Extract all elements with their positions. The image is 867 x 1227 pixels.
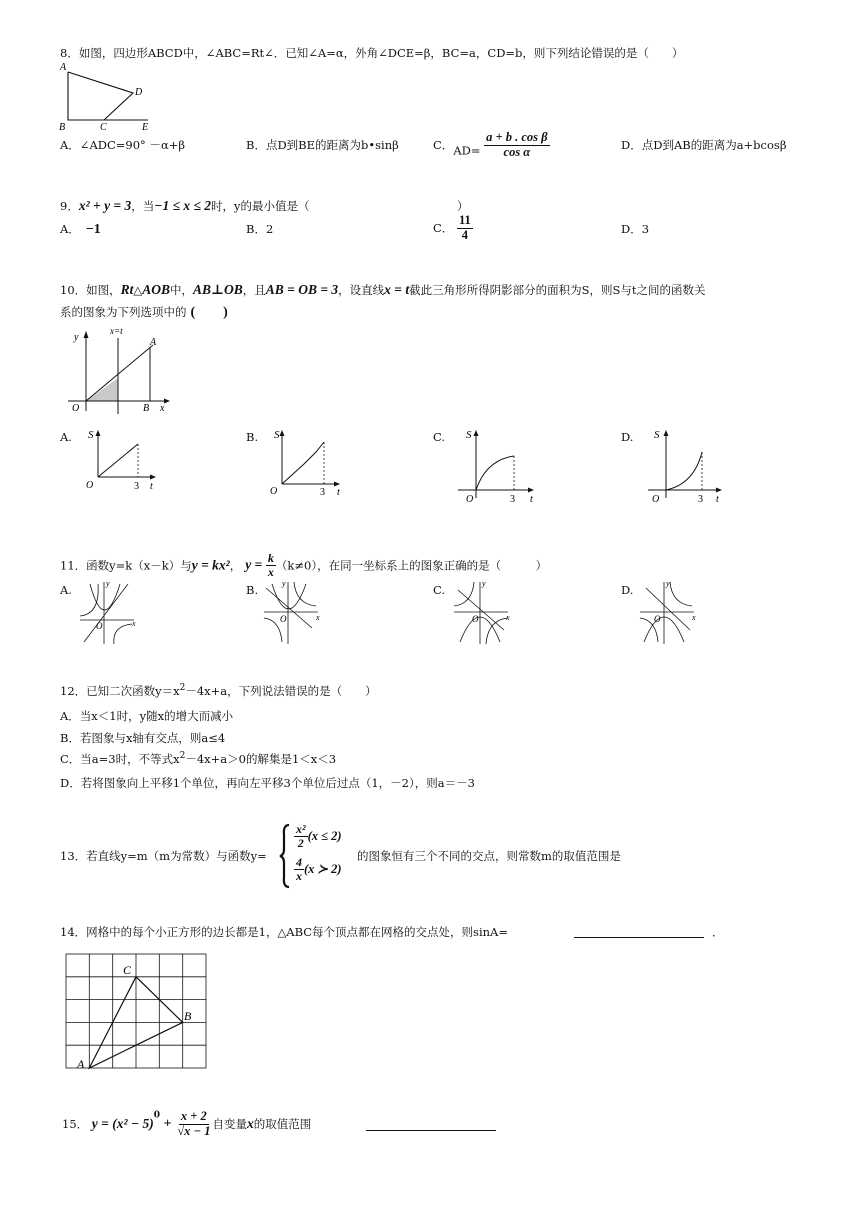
q10-graph-d-label-t: t <box>716 494 719 505</box>
q15-stem <box>62 1110 311 1139</box>
q9-stem <box>60 198 310 215</box>
q10-rest: 截此三角形所得阴影部分的面积为S，则S与t之间的函数关 <box>409 283 706 297</box>
q13-piece-2-fraction <box>294 856 304 883</box>
q15-variable: x <box>246 1115 254 1131</box>
q9-option-a[interactable] <box>60 221 101 239</box>
q10-graph-b-label-s: S <box>274 429 280 441</box>
q10-graph-b-label-t: t <box>337 487 340 498</box>
q14-label-a: A <box>77 1057 85 1071</box>
q12-option-c[interactable] <box>60 751 336 766</box>
q11-graph-b-label-x: x <box>316 613 320 622</box>
q12-option-a[interactable]: A．当x＜1时，y随x的增大而减小 <box>60 709 234 723</box>
q14-label-c: C <box>123 963 132 977</box>
q11-graph-d-label-o: O <box>654 614 661 624</box>
q10-option-c-label[interactable]: C. <box>433 430 446 444</box>
q10-graph-a-label-3: 3 <box>134 481 139 492</box>
q13-piece-2-denominator: x <box>296 869 302 884</box>
q11-graph-d-hyperbola-2 <box>670 582 692 606</box>
q11-option-b-label[interactable]: B. <box>246 583 259 597</box>
q10-graph-a-label-o: O <box>86 480 94 491</box>
q13-piece-1-denominator: 2 <box>297 836 304 851</box>
q8-option-a[interactable]: A．∠ADC=90° －α+β <box>60 138 185 152</box>
q8-label-a: A <box>60 62 67 73</box>
q10-graph-d-s-arrow <box>664 430 669 436</box>
q13-piece-1 <box>294 823 342 850</box>
q10-option-d-label[interactable]: D. <box>621 430 634 444</box>
q8-label-c: C <box>100 122 107 133</box>
q13-stem-start: 13．若直线y=m（m为常数）与函数y= <box>60 849 267 863</box>
q10-zhong: 中， <box>170 283 194 297</box>
q14-answer-blank[interactable] <box>574 937 704 938</box>
q10-rt: Rt <box>120 282 134 297</box>
q8-option-d[interactable]: D．点D到AB的距离为a+bcosβ <box>621 138 787 152</box>
q13-stem-end: 的图象恒有三个不同的交点，则常数m的取值范围是 <box>357 849 621 863</box>
q15-denominator: √x − 1 <box>177 1123 211 1138</box>
q11-graph-c-label-y: y <box>482 579 486 588</box>
q11-graph-d[interactable] <box>638 578 702 648</box>
q12-stem-start: 12．已知二次函数y＝x <box>60 683 180 698</box>
q15-tail-end: 的取值范围 <box>253 1117 312 1132</box>
q8-option-c[interactable] <box>433 131 550 160</box>
q15-exponent: 0 <box>153 1110 160 1121</box>
q10-qie: ，且 <box>242 283 266 297</box>
q8-label-d: D <box>135 87 143 98</box>
q11-stem-start: 11．函数y=k（x－k）与 <box>60 558 192 573</box>
q10-graph-c-label-s: S <box>466 429 472 441</box>
q15-answer-blank[interactable] <box>366 1130 496 1131</box>
q12-option-b[interactable]: B．若图象与x轴有交点，则a≤4 <box>60 731 226 745</box>
q9-number: 9． <box>60 199 79 213</box>
q10-label-o: O <box>72 403 80 414</box>
q10-graph-a-curve <box>98 444 138 477</box>
q15-lhs: y = (x² − 5) <box>91 1115 154 1131</box>
q11-graph-b-parabola <box>272 584 306 609</box>
q11-graph-a-label-y: y <box>106 579 110 588</box>
q8-stem: 8．如图，四边形ABCD中，∠ABC=Rt∠．已知∠A=α，外角∠DCE=β，BC=a，CD=b，则下列结论错误的是（ ） <box>60 46 684 60</box>
q10-graph-c-t-arrow <box>528 488 534 493</box>
q10-graph-b[interactable] <box>268 426 348 496</box>
q10-graph-c[interactable] <box>456 426 540 506</box>
q8-option-c-lhs: AD= <box>453 143 481 158</box>
q10-line2-text: 系的图象为下列选项中的 <box>60 305 187 319</box>
q10-figure <box>62 326 174 416</box>
q8-option-b[interactable]: B．点D到BE的距离为b•sinβ <box>246 138 399 152</box>
q10-triangle-symbol: △ <box>133 283 143 297</box>
q11-comma: ， <box>229 558 242 573</box>
q10-aob: AOB <box>142 282 171 297</box>
q10-graph-a[interactable] <box>84 426 164 496</box>
q10-graph-b-label-3: 3 <box>320 487 325 498</box>
q10-graph-a-s-arrow <box>96 430 101 436</box>
q10-graph-d-label-3: 3 <box>698 494 703 505</box>
q10-graph-d[interactable] <box>646 426 730 506</box>
q11-option-d-label[interactable]: D. <box>621 583 634 597</box>
q11-graph-c-label-o: O <box>472 614 479 624</box>
q11-graph-b[interactable] <box>262 578 326 648</box>
q15-numerator: x + 2 <box>180 1109 207 1123</box>
q8-label-e: E <box>142 122 149 133</box>
q10-perpendicular: AB⊥OB <box>193 282 243 297</box>
q9-option-a-label: A． <box>60 222 80 236</box>
q11-option-a-label[interactable]: A. <box>60 583 72 597</box>
q15-plus: + <box>163 1116 172 1132</box>
q11-graph-c-hyperbola-1 <box>454 582 474 606</box>
q9-option-d[interactable]: D．3 <box>621 222 650 236</box>
q15-fraction <box>175 1110 212 1139</box>
q11-graph-a-parabola <box>90 584 120 610</box>
q10-graph-d-label-o: O <box>652 494 660 505</box>
q11-graph-c-label-x: x <box>506 613 510 622</box>
q10-line-xt: x = t <box>384 282 410 297</box>
q9-option-b[interactable]: B．2 <box>246 222 274 236</box>
q13-piece-1-condition: (x ≤ 2) <box>307 828 342 843</box>
q11-function-3-fraction <box>266 552 276 579</box>
q10-graph-b-curve <box>282 442 324 484</box>
q8-option-c-numerator: a + b . cos β <box>486 130 548 144</box>
q13-brace <box>279 823 291 889</box>
q10-hypotenuse-oa <box>86 345 153 401</box>
q10-graph-d-t-arrow <box>716 488 722 493</box>
q11-graph-c[interactable] <box>452 578 516 648</box>
q9-mid: ，当 <box>131 199 155 213</box>
q11-graph-d-label-y: y <box>666 579 670 588</box>
q10-x-axis-arrow <box>164 399 170 404</box>
q8-quadrilateral <box>68 72 133 120</box>
q10-graph-c-label-o: O <box>466 494 474 505</box>
q11-function-3-lhs: y = <box>245 557 263 573</box>
q10-stem-line2 <box>60 304 228 322</box>
q10-option-b-label[interactable]: B. <box>246 430 259 444</box>
q11-graph-a[interactable] <box>78 578 142 648</box>
q12-option-c-exponent: 2 <box>179 751 186 761</box>
q11-graph-b-label-y: y <box>282 579 286 588</box>
q8-option-c-label: C． <box>433 138 454 153</box>
q14-end-dot: ． <box>712 925 724 939</box>
q10-equal-sides: AB = OB = 3 <box>265 282 339 297</box>
q9-option-a-value: −1 <box>85 222 101 237</box>
q11-graph-a-label-x: x <box>132 619 136 628</box>
q12-option-d[interactable]: D．若将图象向上平移1个单位，再向左平移3个单位后过点（1，－2），则a＝－3 <box>60 776 475 790</box>
q11-graph-a-hyperbola-2 <box>114 624 132 644</box>
q13-piece-1-numerator: x² <box>296 822 306 836</box>
q11-graph-a-line <box>84 584 128 642</box>
q10-number: 10．如图， <box>60 283 121 297</box>
q10-graph-a-label-t: t <box>150 481 153 492</box>
q8-option-c-fraction <box>484 131 549 160</box>
q11-graph-b-line <box>266 588 312 628</box>
q10-graph-c-label-t: t <box>530 494 533 505</box>
q11-option-c-label[interactable]: C. <box>433 583 446 597</box>
q11-stem <box>60 552 547 579</box>
q9-option-c-label: C． <box>433 221 454 236</box>
q12-stem <box>60 683 377 698</box>
q8-option-c-denominator: cos α <box>503 144 531 159</box>
q9-option-c-fraction <box>457 214 473 243</box>
q10-graph-c-s-arrow <box>474 430 479 436</box>
q10-stem-line1 <box>60 282 706 299</box>
q10-label-xt: x=t <box>110 326 123 336</box>
q13-piece-1-fraction <box>294 823 308 850</box>
q10-graph-d-label-s: S <box>654 429 660 441</box>
q9-equation: x² + y = 3 <box>78 198 132 213</box>
q10-y-axis-arrow <box>84 331 89 338</box>
q10-label-y: y <box>74 332 79 343</box>
q15-tail-start: 自变量 <box>212 1117 247 1132</box>
q13-piece-2 <box>294 856 342 883</box>
q10-option-a-label[interactable]: A. <box>60 430 72 444</box>
q11-graph-d-line <box>646 588 690 630</box>
q10-answer-paren: ( ) <box>190 305 228 320</box>
q9-tail: 时，y的最小值是（ <box>211 199 310 213</box>
q10-line-text: ，设直线 <box>338 283 385 297</box>
q11-graph-a-label-o: O <box>96 621 103 631</box>
q12-option-c-start: C．当a=3时，不等式x <box>60 751 180 766</box>
q14-label-b: B <box>184 1009 192 1023</box>
q8-figure <box>56 60 166 132</box>
q12-exponent: 2 <box>179 683 186 693</box>
q10-graph-b-s-arrow <box>280 430 285 436</box>
q15-number: 15． <box>62 1117 89 1132</box>
q12-stem-end: －4x+a，下列说法错误的是（ ） <box>185 683 377 698</box>
q9-option-c-denominator: 4 <box>461 227 468 242</box>
q13-brace-path <box>280 825 289 887</box>
q11-function-3-denominator: x <box>267 565 274 580</box>
q11-function-3-numerator: k <box>267 551 274 565</box>
q10-graph-d-curve <box>666 452 702 490</box>
q14-grid-figure <box>62 950 210 1072</box>
q9-condition: −1 ≤ x ≤ 2 <box>154 198 212 213</box>
q9-close-paren: ） <box>457 199 469 213</box>
q10-graph-b-t-arrow <box>334 482 340 487</box>
q12-option-c-end: －4x+a＞0的解集是1＜x＜3 <box>185 751 337 766</box>
q10-label-a: A <box>150 337 157 348</box>
q9-option-c-numerator: 11 <box>458 213 471 227</box>
q13-piece-2-numerator: 4 <box>296 855 302 869</box>
q8-label-b: B <box>59 122 66 133</box>
q10-graph-a-label-s: S <box>88 429 94 441</box>
q11-graph-b-label-o: O <box>280 614 287 624</box>
q11-graph-c-line <box>458 590 504 630</box>
q11-stem-end: （k≠0），在同一坐标系上的图象正确的是（ ） <box>275 558 548 573</box>
q10-label-x: x <box>160 403 165 414</box>
q11-function-2: y = kx² <box>191 557 230 573</box>
q11-graph-d-label-x: x <box>692 613 696 622</box>
q13-piece-2-condition: (x ≻ 2) <box>304 861 342 876</box>
q14-stem: 14．网格中的每个小正方形的边长都是1，△ABC每个顶点都在网格的交点处，则sinA= <box>60 925 508 939</box>
q10-label-b: B <box>143 403 150 414</box>
q10-graph-c-label-3: 3 <box>510 494 515 505</box>
q9-option-c[interactable] <box>433 214 473 243</box>
q10-graph-b-label-o: O <box>270 486 278 497</box>
q10-graph-c-curve <box>476 456 514 490</box>
q10-graph-a-t-arrow <box>150 475 156 480</box>
